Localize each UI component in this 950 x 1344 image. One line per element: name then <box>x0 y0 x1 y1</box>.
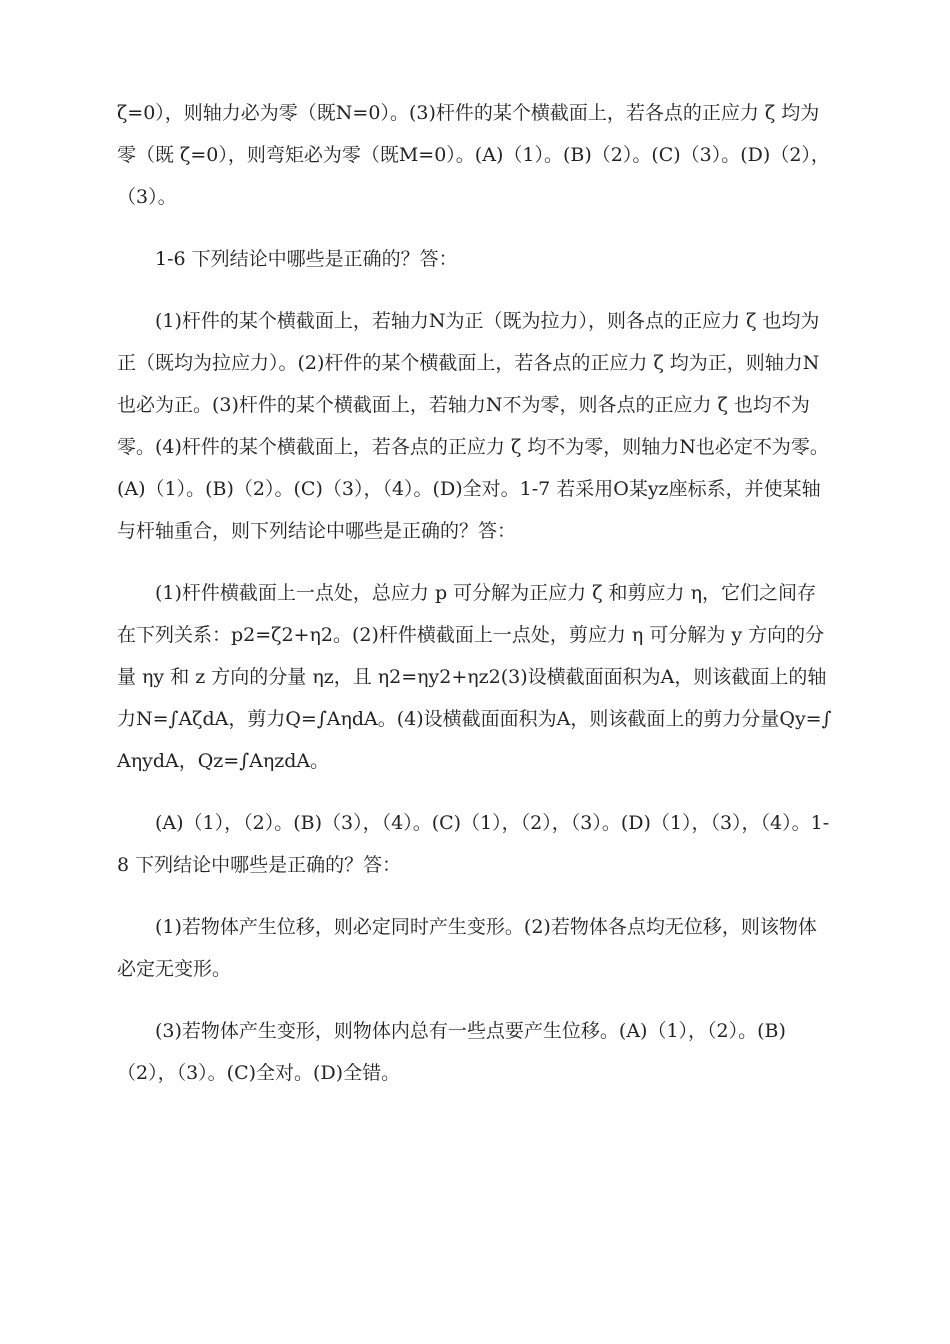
paragraph-7: (3)若物体产生变形，则物体内总有一些点要产生位移。(A)（1），（2）。(B)（2），（3）。(C)全对。(D)全错。 <box>117 1020 786 1084</box>
paragraph-4: (1)杆件横截面上一点处，总应力 p 可分解为正应力 ζ 和剪应力 η，它们之间存在下列关系：p2=ζ2+η2。(2)杆件横截面上一点处，剪应力 η 可分解为 y 方向的分量 ηy 和 z 方向的分量 ηz，且 η2=ηy2+ηz2(3)设横截面面积为A，则该截面上的轴力N=∫AζdA，剪力Q=∫AηdA。(4)设横截面面积为A，则该截面上的剪力分量Qy=∫AηydA，Qz=∫AηzdA。 <box>117 582 832 772</box>
paragraph-5: (A)（1），（2）。(B)（3），（4）。(C)（1），（2），（3）。(D)（1），（3），（4）。1-8 下列结论中哪些是正确的？答： <box>117 812 830 876</box>
document-body <box>117 92 833 1114</box>
paragraph-2-question-1-6: 1-6 下列结论中哪些是正确的？答： <box>155 248 458 270</box>
paragraph-1: ζ=0），则轴力必为零（既N=0）。(3)杆件的某个横截面上，若各点的正应力 ζ 均为零（既 ζ=0），则弯矩必为零（既M=0）。(A)（1）。(B)（2）。(C)（3）。(D)（2），（3）。 <box>117 102 830 208</box>
paragraph-3: (1)杆件的某个横截面上，若轴力N为正（既为拉力），则各点的正应力 ζ 也均为正（既均为拉应力）。(2)杆件的某个横截面上，若各点的正应力 ζ 均为正，则轴力N也必为正。(3)杆件的某个横截面上，若轴力N不为零，则各点的正应力 ζ 也均不为零。(4)杆件的某个横截面上，若各点的正应力 ζ 均不为零，则轴力N也必定不为零。(A)（1）。(B)（2）。(C)（3），（4）。(D)全对。1-7 若采用O某yz座标系，并使某轴与杆轴重合，则下列结论中哪些是正确的？答： <box>117 310 829 542</box>
paragraph-6: (1)若物体产生位移，则必定同时产生变形。(2)若物体各点均无位移，则该物体必定无变形。 <box>117 916 817 980</box>
